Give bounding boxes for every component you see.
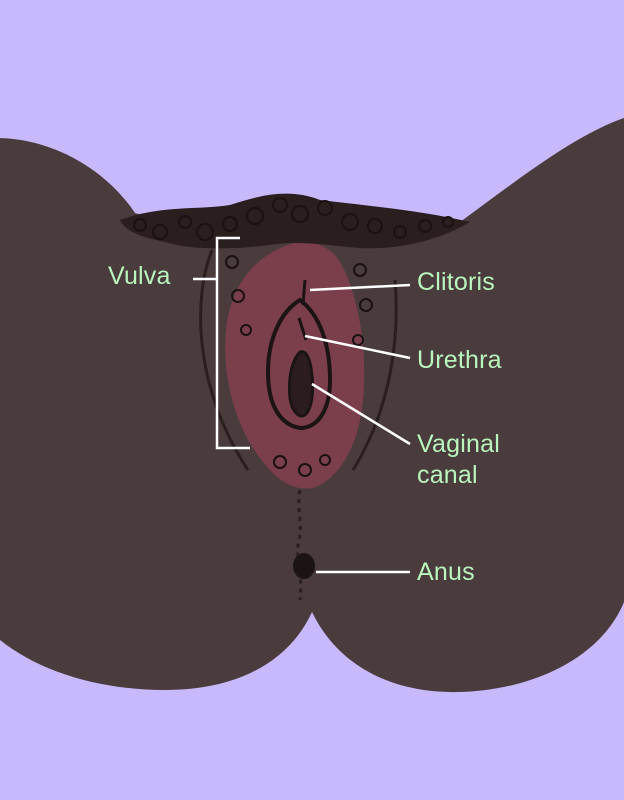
label-urethra: Urethra	[417, 346, 502, 374]
label-vaginal-canal-line2: canal	[417, 461, 478, 489]
label-vaginal-canal	[417, 429, 500, 491]
label-vaginal-canal-line1: Vaginal	[417, 430, 500, 458]
label-vulva: Vulva	[108, 262, 171, 290]
label-clitoris: Clitoris	[417, 268, 495, 296]
label-anus: Anus	[417, 558, 475, 586]
anus-mark	[293, 553, 315, 579]
vaginal-opening	[289, 352, 312, 416]
